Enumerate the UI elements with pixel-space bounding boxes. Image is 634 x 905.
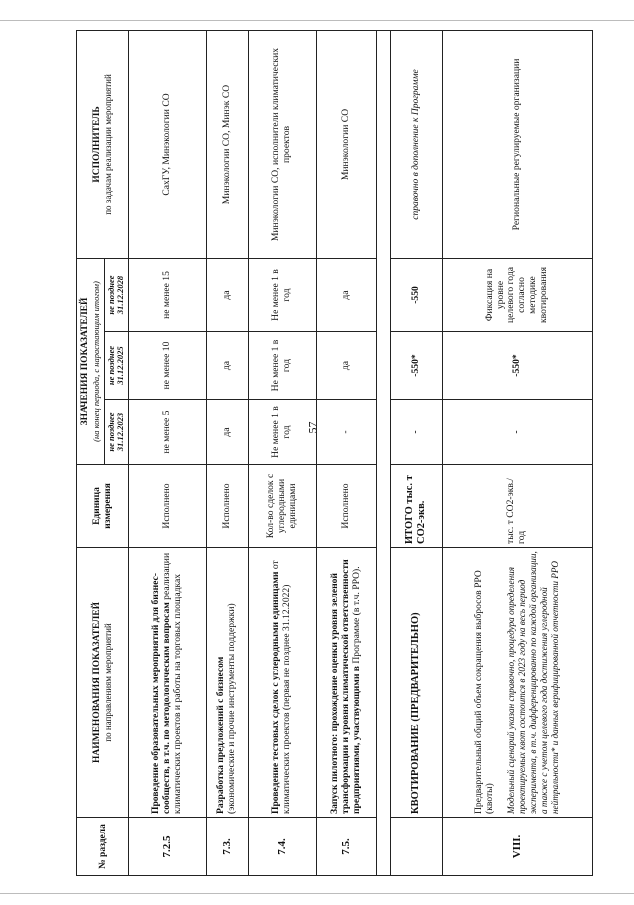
row-number: 7.4.	[248, 818, 316, 876]
row-value-2028: Не менее 1 в год	[248, 259, 316, 332]
row-executor: Минэкологии СО, Минэк СО	[206, 31, 248, 259]
section-8-item-2023: -	[442, 400, 592, 465]
header-2023: не позднее 31.12.2023	[104, 400, 128, 465]
section-8-total-row	[390, 31, 442, 876]
section-8-total-2028: -550	[390, 259, 442, 332]
row-value-2028: не менее 15	[128, 259, 206, 332]
section-8-item-2028: Фиксация на уровне целевого года согласно методике квотирования	[442, 259, 592, 332]
row-value-2028: да	[316, 259, 376, 332]
section-8-empty-number	[390, 818, 442, 876]
section-8-item-2025: -550*	[442, 332, 592, 400]
header-values-group: ЗНАЧЕНИЯ ПОКАЗАТЕЛЕЙ (на конец периода, с нарастающим итогом)	[77, 259, 105, 465]
row-value-2025: Не менее 1 в год	[248, 332, 316, 400]
row-value-2023: -	[316, 400, 376, 465]
section-8-number: VIII.	[442, 818, 592, 876]
section-8-total-2025: -550*	[390, 332, 442, 400]
row-unit: Кол-во сделок с углеродными единицами	[248, 465, 316, 548]
row-number: 7.3.	[206, 818, 248, 876]
row-indicator: Запуск пилотного: прохождение оценки уровня зеленой трансформации и уровня климатической ответственности предприятиями, участвующими в Программе (в т.ч. РРО).	[316, 548, 376, 818]
row-value-2028: да	[206, 259, 248, 332]
section-8-total-executor: справочно в дополнение к Программе	[390, 31, 442, 259]
row-indicator: Разработка предложений с бизнесом (экономические и прочие инструменты поддержки)	[206, 548, 248, 818]
page-number: 57	[305, 421, 320, 434]
row-executor: Минэкологии СО	[316, 31, 376, 259]
section-8-title: КВОТИРОВАНИЕ (ПРЕДВАРИТЕЛЬНО)	[390, 548, 442, 818]
section-8-item-row	[442, 31, 592, 876]
table-row-7-5	[316, 31, 376, 876]
row-executor: Минэкологии СО, исполнители климатических проектов	[248, 31, 316, 259]
row-value-2025: да	[206, 332, 248, 400]
table-row-7-2-5	[128, 31, 206, 876]
header-executor: ИСПОЛНИТЕЛЬ по задачам реализации мероприятий	[77, 31, 129, 259]
row-value-2023: не менее 5	[128, 400, 206, 465]
table-header-row-1	[77, 31, 105, 876]
row-executor: СахГУ, Минэкологии СО	[128, 31, 206, 259]
table-gap-row	[376, 31, 390, 876]
section-8-item-executor: Региональные регулируемые организации	[442, 31, 592, 259]
row-number: 7.5.	[316, 818, 376, 876]
row-indicator: Проведение тестовых сделок с углеродными единицами от климатических проектов (первая не позднее 31.12.2022)	[248, 548, 316, 818]
row-indicator: Проведение образовательных мероприятий для бизнес-сообществ, в т.ч. по методологическим вопросам реализации климатических проектов и работы на торговых площадках	[128, 548, 206, 818]
header-section-number: № раздела	[77, 818, 129, 876]
row-unit: Исполнено	[206, 465, 248, 548]
section-8-item-indicator: Предварительный общий объем сокращения выбросов РРО (квоты) Модельный сценарий указан справочно, процедура определения проектируемых квот состоится в 2023 году на весь период эксперимента, в т.ч. дифференцированно по каждой организации, а также с учетом целевого года достижения углеродной нейтральности* и данных верифицированной отчетности РРО	[442, 548, 592, 818]
section-8-total-unit: ИТОГО тыс. т CO2-экв.	[390, 465, 442, 548]
section-8-item-unit: тыс. т CO2-экв./год	[442, 465, 592, 548]
row-value-2023: Не менее 1 в год	[248, 400, 316, 465]
header-2025: не позднее 31.12.2025	[104, 332, 128, 400]
row-value-2025: да	[316, 332, 376, 400]
section-8-total-2023: -	[390, 400, 442, 465]
row-number: 7.2.5	[128, 818, 206, 876]
header-indicator-name: НАИМЕНОВАНИЯ ПОКАЗАТЕЛЕЙ по направлениям мероприятий	[77, 548, 129, 818]
rotated-table-container	[76, 31, 634, 876]
header-2028: не позднее 31.12.2028	[104, 259, 128, 332]
table-row-7-3	[206, 31, 248, 876]
row-value-2025: не менее 10	[128, 332, 206, 400]
row-unit: Исполнено	[316, 465, 376, 548]
row-unit: Исполнено	[128, 465, 206, 548]
indicators-table	[76, 30, 593, 876]
row-value-2023: да	[206, 400, 248, 465]
header-unit: Единица измерения	[77, 465, 129, 548]
table-row-7-4	[248, 31, 316, 876]
